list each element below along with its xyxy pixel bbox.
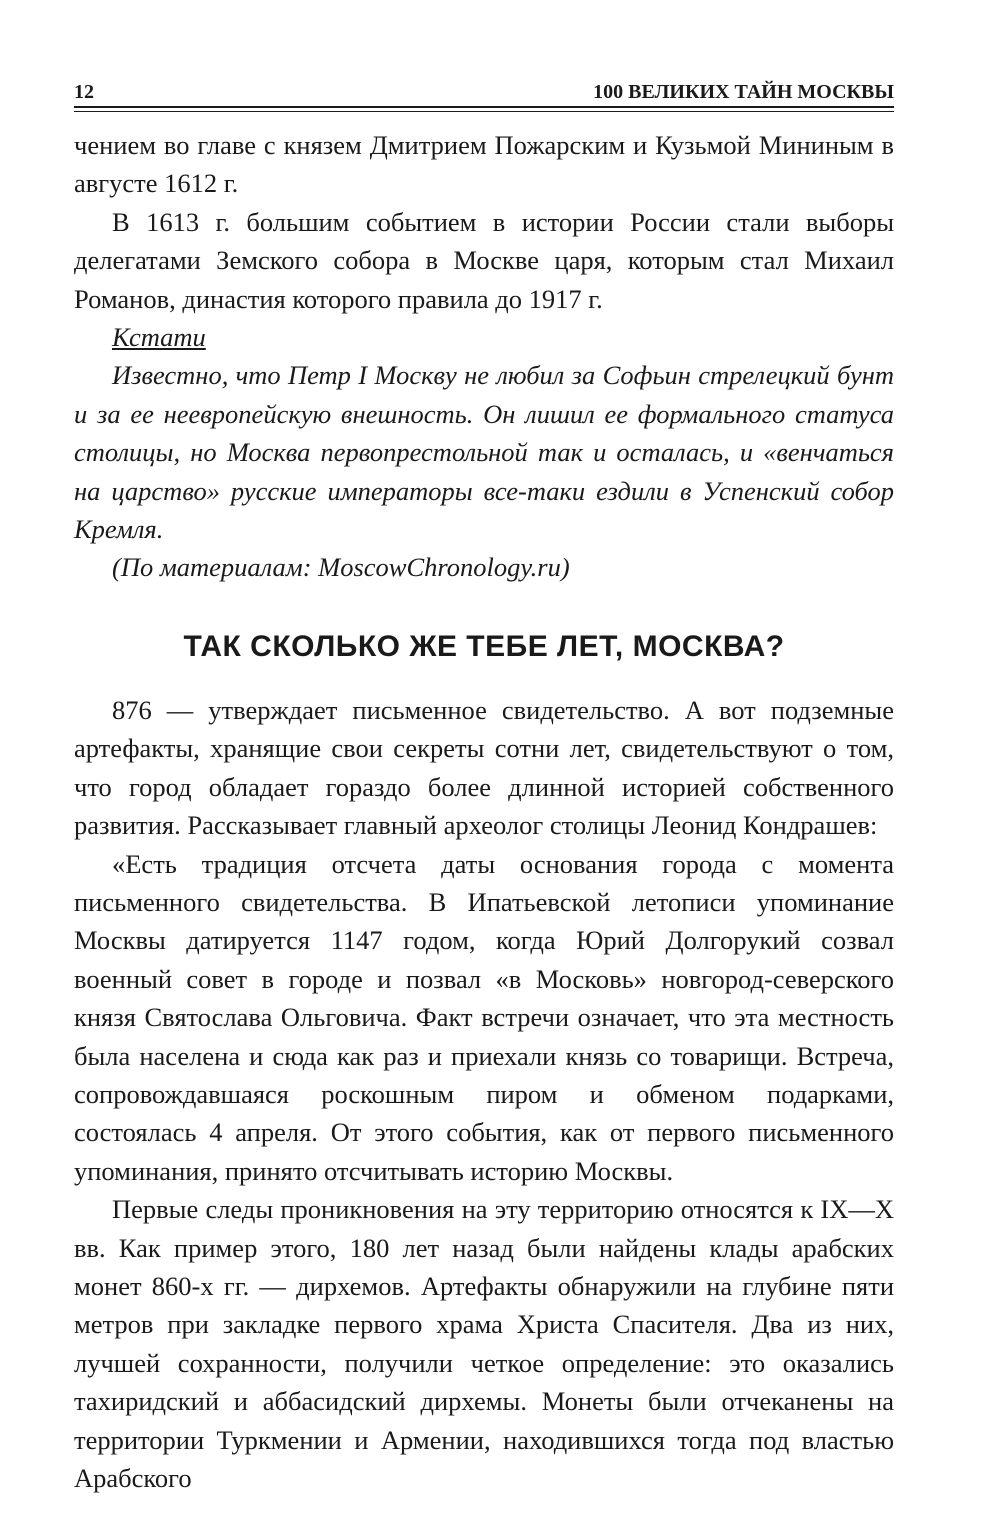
paragraph-continued: чением во главе с князем Дмитрием Пожарским и Кузьмой Мининым в августе 1612 г. (74, 130, 894, 199)
aside-source: (По материалам: MoscowChronology.ru) (112, 552, 570, 583)
aside-text: Известно, что Петр I Москву не любил за Софьин стрелецкий бунт и за ее неевропейскую внешность. Он лишил ее формального статуса столицы, но Москва первопрестольной так и осталась, и «венчаться на царство» русские императоры все-таки ездили в Успенский собор Кремля. (74, 360, 894, 545)
running-head (74, 78, 894, 104)
paragraph-first-traces: Первые следы проникновения на эту территорию относятся к IX—X вв. Как пример этого, 180 лет назад были найдены клады арабских монет 860-х гг. — дирхемов. Артефакты обнаружили на глубине пяти метров при закладке первого храма Христа Спасителя. Два из них, лучшей сохранности, получили четкое определение: это оказались тахиридский и аббасидский дирхемы. Монеты были отчеканены на территории Туркмении и Армении, находившихся тогда под властью Арабского (74, 1194, 894, 1493)
aside-label-text: Кстати (112, 322, 206, 353)
aside-label (74, 318, 894, 356)
book-title: 100 ВЕЛИКИХ ТАЙН МОСКВЫ (593, 81, 894, 103)
page-content (74, 126, 894, 1497)
section-title: ТАК СКОЛЬКО ЖЕ ТЕБЕ ЛЕТ, МОСКВА? (183, 629, 785, 663)
paragraph-quote: «Есть традиция отсчета даты основания города с момента письменного свидетельства. В Ипатьевской летописи упоминание Москвы датируется 1147 годом, когда Юрий Долгорукий созвал военный совет в городе и позвал «в Московь» новгород-северского князя Святослава Ольговича. Факт встречи означает, что эта местность была населена и сюда как раз и приехали князь со товарищи. Встреча, сопровождавшаяся роскошным пиром и обменом подарками, состоялась 4 апреля. От этого события, как от первого письменного упоминания, принято отсчитывать историю Москвы. (74, 848, 894, 1186)
paragraph-1613: В 1613 г. большим событием в истории России стали выборы делегатами Земского собора в Москве царя, которым стал Михаил Романов, династия которого правила до 1917 г. (74, 206, 894, 314)
paragraph-876: 876 — утверждает письменное свидетельство. А вот подземные артефакты, хранящие свои секреты сотни лет, свидетельствуют о том, что город обладает гораздо более длинной историей собственного развития. Рассказывает главный археолог столицы Леонид Кондрашев: (74, 694, 894, 841)
page-number: 12 (74, 81, 94, 103)
header-rule (74, 106, 894, 112)
